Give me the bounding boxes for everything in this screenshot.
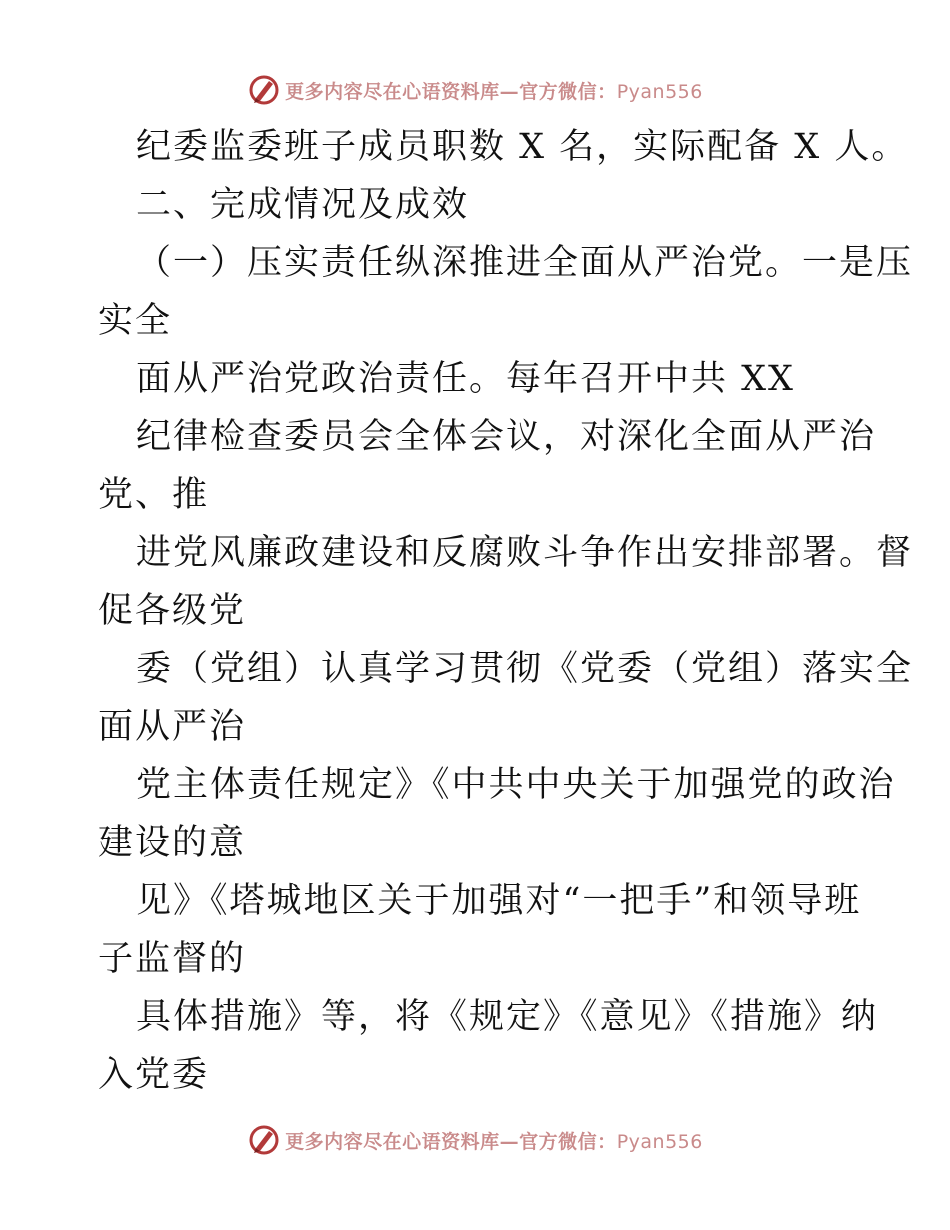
body-line: 入党委 [98, 1055, 210, 1095]
body-line: 见》《塔城地区关于加强对“一把手”和领导班 [136, 881, 862, 921]
header-watermark [0, 70, 950, 110]
watermark-text [285, 77, 703, 104]
watermark-site: 更多内容尽在心语资料库 [285, 80, 500, 103]
watermark-dash: — [499, 80, 520, 103]
footer-watermark [0, 1120, 950, 1160]
body-line: 党、推 [98, 475, 210, 515]
body-line: 委（党组）认真学习贯彻《党委（党组）落实全 [136, 649, 914, 689]
pen-logo-icon [247, 1123, 281, 1157]
body-line: 纪律检查委员会全体会议，对深化全面从严治 [136, 417, 877, 457]
body-line: 子监督的 [98, 939, 247, 979]
watermark-wechat-label: 官方微信： [519, 1130, 617, 1153]
pen-logo-icon [247, 73, 281, 107]
body-line: 实全 [98, 301, 173, 341]
body-line: 促各级党 [98, 591, 247, 631]
watermark-wechat-id: Pyan556 [616, 80, 703, 103]
body-line: （一）压实责任纵深推进全面从严治党。一是压 [136, 243, 914, 283]
body-line: 面从严治党政治责任。每年召开中共 XX [136, 359, 795, 399]
watermark-text [285, 1127, 703, 1154]
watermark-wechat-id: Pyan556 [616, 1130, 703, 1153]
body-line: 党主体责任规定》《中共中央关于加强党的政治 [136, 765, 896, 805]
watermark-wechat-label: 官方微信： [519, 80, 617, 103]
body-line: 建设的意 [98, 823, 247, 863]
body-line: 面从严治 [98, 707, 247, 747]
body-line: 进党风廉政建设和反腐败斗争作出安排部署。督 [136, 533, 914, 573]
body-line: 纪委监委班子成员职数 X 名，实际配备 X 人。 [136, 127, 909, 167]
watermark-dash: — [499, 1130, 520, 1153]
section-heading: 二、完成情况及成效 [136, 185, 470, 225]
watermark-site: 更多内容尽在心语资料库 [285, 1130, 500, 1153]
body-line: 具体措施》等，将《规定》《意见》《措施》纳 [136, 997, 879, 1037]
